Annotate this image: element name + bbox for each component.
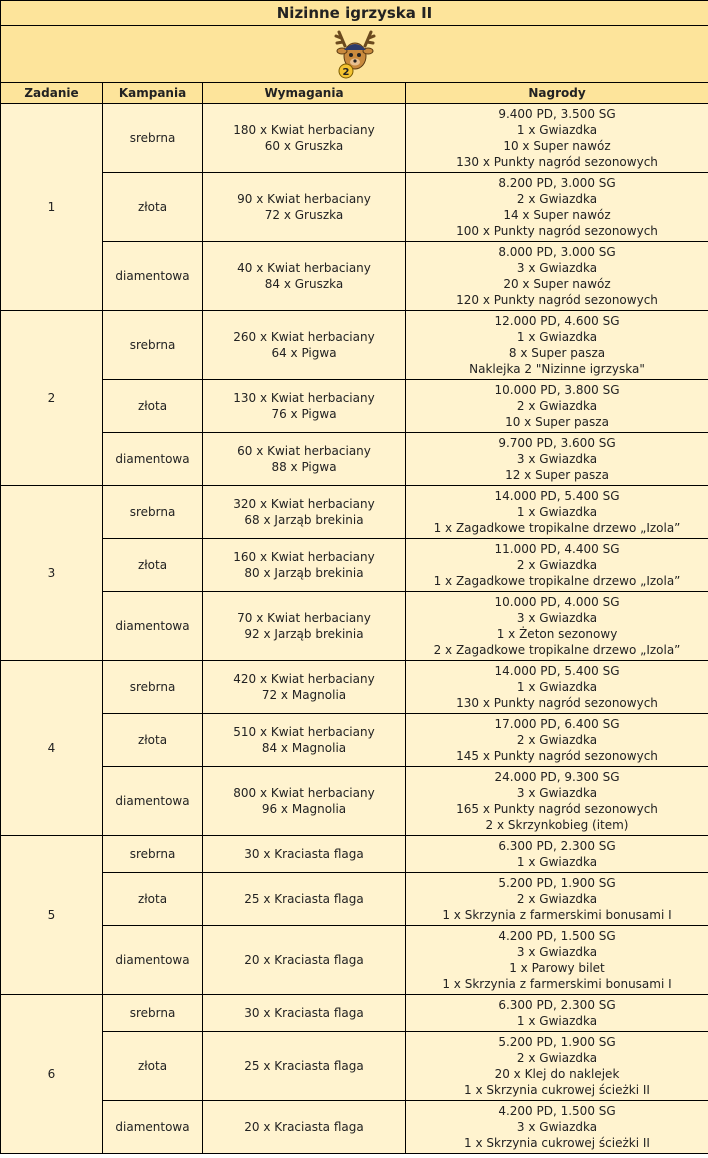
reward-line: 1 x Gwiazdka — [516, 505, 598, 519]
reward-line: 5.200 PD, 1.900 SG — [498, 876, 616, 890]
col-header-requirements: Wymagania — [203, 83, 406, 104]
col-header-task: Zadanie — [1, 83, 103, 104]
reward-line: 3 x Gwiazdka — [516, 786, 598, 800]
reward-line: 2 x Skrzynkobieg (item) — [485, 818, 629, 832]
campaign-cell: złota — [103, 173, 203, 242]
event-logo — [1, 26, 708, 83]
reward-line: 11.000 PD, 4.400 SG — [494, 542, 620, 556]
rewards-cell — [406, 714, 708, 767]
requirement-line: 84 x Magnolia — [261, 741, 347, 755]
rewards-cell — [406, 661, 708, 714]
reward-line: 9.400 PD, 3.500 SG — [498, 107, 616, 121]
requirement-line: 60 x Gruszka — [264, 139, 344, 153]
campaign-cell: srebrna — [103, 486, 203, 539]
requirement-line: 68 x Jarząb brekinia — [244, 513, 364, 527]
reward-line: 10 x Super pasza — [505, 415, 609, 429]
badge-number: 2 — [342, 67, 349, 78]
rewards-cell — [406, 173, 708, 242]
requirements-cell — [203, 1101, 406, 1154]
table-row — [1, 714, 708, 767]
reward-line: 2 x Gwiazdka — [516, 892, 598, 906]
rewards-cell — [406, 873, 708, 926]
task-number: 6 — [1, 995, 103, 1154]
requirements-cell — [203, 661, 406, 714]
reward-line: 1 x Skrzynia z farmerskimi bonusami I — [442, 977, 672, 991]
reward-line: 2 x Gwiazdka — [516, 733, 598, 747]
reward-line: 6.300 PD, 2.300 SG — [498, 839, 616, 853]
task-number: 1 — [1, 104, 103, 311]
campaign-cell: srebrna — [103, 661, 203, 714]
requirements-cell — [203, 592, 406, 661]
col-header-campaign: Kampania — [103, 83, 203, 104]
campaign-cell: diamentowa — [103, 1101, 203, 1154]
campaign-cell: srebrna — [103, 311, 203, 380]
task-number: 4 — [1, 661, 103, 836]
requirement-line: 25 x Kraciasta flaga — [244, 1059, 364, 1073]
reward-line: 3 x Gwiazdka — [516, 1120, 598, 1134]
reward-line: 14 x Super nawóz — [503, 208, 611, 222]
reward-line: 5.200 PD, 1.900 SG — [498, 1035, 616, 1049]
rewards-cell — [406, 767, 708, 836]
reward-line: 10 x Super nawóz — [503, 139, 611, 153]
campaign-cell: złota — [103, 380, 203, 433]
requirements-cell — [203, 836, 406, 873]
table-row — [1, 592, 708, 661]
rewards-cell — [406, 995, 708, 1032]
requirement-line: 40 x Kwiat herbaciany — [237, 261, 371, 275]
requirement-line: 96 x Magnolia — [261, 802, 347, 816]
reward-line: 2 x Zagadkowe tropikalne drzewo „Izola” — [433, 643, 681, 657]
reward-line: 8.200 PD, 3.000 SG — [498, 176, 616, 190]
requirements-cell — [203, 767, 406, 836]
requirement-line: 20 x Kraciasta flaga — [244, 1120, 364, 1134]
task-number: 5 — [1, 836, 103, 995]
reward-line: 3 x Gwiazdka — [516, 945, 598, 959]
rewards-cell — [406, 380, 708, 433]
campaign-cell: diamentowa — [103, 767, 203, 836]
reward-line: 165 x Punkty nagród sezonowych — [456, 802, 658, 816]
requirement-line: 84 x Gruszka — [264, 277, 344, 291]
reward-line: 20 x Klej do naklejek — [494, 1067, 620, 1081]
rewards-cell — [406, 1032, 708, 1101]
table-title: Nizinne igrzyska II — [1, 1, 708, 26]
campaign-cell: złota — [103, 1032, 203, 1101]
requirements-cell — [203, 380, 406, 433]
campaign-cell: srebrna — [103, 836, 203, 873]
reward-line: 14.000 PD, 5.400 SG — [494, 489, 620, 503]
rewards-cell — [406, 592, 708, 661]
requirement-line: 30 x Kraciasta flaga — [244, 847, 364, 861]
requirements-cell — [203, 486, 406, 539]
reward-line: 1 x Zagadkowe tropikalne drzewo „Izola” — [433, 521, 681, 535]
requirements-cell — [203, 104, 406, 173]
reward-line: 1 x Gwiazdka — [516, 330, 598, 344]
table-row — [1, 433, 708, 486]
table-row — [1, 873, 708, 926]
requirements-cell — [203, 539, 406, 592]
table-row — [1, 995, 708, 1032]
reward-line: 6.300 PD, 2.300 SG — [498, 998, 616, 1012]
reward-line: 2 x Gwiazdka — [516, 1051, 598, 1065]
requirement-line: 420 x Kwiat herbaciany — [233, 672, 375, 686]
reward-line: 130 x Punkty nagród sezonowych — [456, 155, 658, 169]
campaign-cell: diamentowa — [103, 433, 203, 486]
rewards-cell — [406, 433, 708, 486]
reward-line: 12 x Super pasza — [505, 468, 609, 482]
campaign-cell: diamentowa — [103, 926, 203, 995]
reward-line: 14.000 PD, 5.400 SG — [494, 664, 620, 678]
deer-mascot-icon — [333, 26, 377, 82]
reward-line: 145 x Punkty nagród sezonowych — [456, 749, 658, 763]
table-row — [1, 486, 708, 539]
reward-line: 1 x Skrzynia z farmerskimi bonusami I — [442, 908, 672, 922]
reward-line: 1 x Gwiazdka — [516, 1014, 598, 1028]
rewards-cell — [406, 242, 708, 311]
reward-line: 1 x Żeton sezonowy — [496, 627, 618, 641]
task-number: 3 — [1, 486, 103, 661]
rewards-cell — [406, 926, 708, 995]
reward-line: Naklejka 2 "Nizinne igrzyska" — [469, 362, 645, 376]
table-row — [1, 104, 708, 173]
reward-line: 100 x Punkty nagród sezonowych — [456, 224, 658, 238]
reward-line: 24.000 PD, 9.300 SG — [494, 770, 620, 784]
reward-line: 1 x Parowy bilet — [509, 961, 605, 975]
reward-line: 1 x Skrzynia cukrowej ścieżki II — [464, 1083, 650, 1097]
requirements-cell — [203, 1032, 406, 1101]
rewards-cell — [406, 104, 708, 173]
rewards-cell — [406, 836, 708, 873]
table-row — [1, 661, 708, 714]
rewards-cell — [406, 311, 708, 380]
requirements-cell — [203, 242, 406, 311]
col-header-rewards: Nagrody — [406, 83, 708, 104]
table-row — [1, 1032, 708, 1101]
requirement-line: 20 x Kraciasta flaga — [244, 953, 364, 967]
requirements-cell — [203, 311, 406, 380]
campaign-cell: srebrna — [103, 104, 203, 173]
reward-line: 2 x Gwiazdka — [516, 399, 598, 413]
reward-line: 8.000 PD, 3.000 SG — [498, 245, 616, 259]
reward-line: 2 x Gwiazdka — [516, 192, 598, 206]
requirements-cell — [203, 926, 406, 995]
rewards-cell — [406, 486, 708, 539]
requirement-line: 60 x Kwiat herbaciany — [237, 444, 371, 458]
table-row — [1, 311, 708, 380]
requirement-line: 25 x Kraciasta flaga — [244, 892, 364, 906]
reward-line: 3 x Gwiazdka — [516, 611, 598, 625]
requirements-cell — [203, 433, 406, 486]
reward-line: 1 x Skrzynia cukrowej ścieżki II — [464, 1136, 650, 1150]
campaign-cell: srebrna — [103, 995, 203, 1032]
table-row — [1, 836, 708, 873]
requirement-line: 160 x Kwiat herbaciany — [233, 550, 375, 564]
requirement-line: 70 x Kwiat herbaciany — [237, 611, 371, 625]
rewards-cell — [406, 1101, 708, 1154]
table-row — [1, 173, 708, 242]
requirements-cell — [203, 873, 406, 926]
reward-line: 10.000 PD, 4.000 SG — [494, 595, 620, 609]
reward-line: 1 x Zagadkowe tropikalne drzewo „Izola” — [433, 574, 681, 588]
reward-line: 9.700 PD, 3.600 SG — [498, 436, 616, 450]
rewards-cell — [406, 539, 708, 592]
table-row — [1, 926, 708, 995]
requirements-cell — [203, 714, 406, 767]
requirements-cell — [203, 995, 406, 1032]
requirement-line: 76 x Pigwa — [271, 407, 337, 421]
campaign-cell: złota — [103, 539, 203, 592]
campaign-cell: diamentowa — [103, 242, 203, 311]
reward-line: 1 x Gwiazdka — [516, 855, 598, 869]
reward-line: 3 x Gwiazdka — [516, 452, 598, 466]
requirement-line: 64 x Pigwa — [271, 346, 337, 360]
requirement-line: 180 x Kwiat herbaciany — [233, 123, 375, 137]
reward-line: 12.000 PD, 4.600 SG — [494, 314, 620, 328]
campaign-cell: diamentowa — [103, 592, 203, 661]
requirement-line: 72 x Gruszka — [264, 208, 344, 222]
campaign-cell: złota — [103, 873, 203, 926]
requirement-line: 510 x Kwiat herbaciany — [233, 725, 375, 739]
reward-line: 10.000 PD, 3.800 SG — [494, 383, 620, 397]
requirement-line: 92 x Jarząb brekinia — [244, 627, 364, 641]
table-row — [1, 242, 708, 311]
reward-line: 17.000 PD, 6.400 SG — [494, 717, 620, 731]
requirement-line: 130 x Kwiat herbaciany — [233, 391, 375, 405]
reward-line: 1 x Gwiazdka — [516, 123, 598, 137]
table-row — [1, 380, 708, 433]
table-row — [1, 767, 708, 836]
reward-line: 4.200 PD, 1.500 SG — [498, 929, 616, 943]
requirement-line: 800 x Kwiat herbaciany — [233, 786, 375, 800]
reward-line: 130 x Punkty nagród sezonowych — [456, 696, 658, 710]
requirement-line: 80 x Jarząb brekinia — [244, 566, 364, 580]
requirement-line: 260 x Kwiat herbaciany — [233, 330, 375, 344]
requirement-line: 88 x Pigwa — [271, 460, 337, 474]
reward-line: 120 x Punkty nagród sezonowych — [456, 293, 658, 307]
requirement-line: 90 x Kwiat herbaciany — [237, 192, 371, 206]
requirement-line: 30 x Kraciasta flaga — [244, 1006, 364, 1020]
requirement-line: 320 x Kwiat herbaciany — [233, 497, 375, 511]
reward-line: 8 x Super pasza — [508, 346, 606, 360]
reward-line: 4.200 PD, 1.500 SG — [498, 1104, 616, 1118]
requirements-cell — [203, 173, 406, 242]
reward-line: 20 x Super nawóz — [503, 277, 611, 291]
table-row — [1, 539, 708, 592]
campaign-cell: złota — [103, 714, 203, 767]
table-row — [1, 1101, 708, 1154]
reward-line: 1 x Gwiazdka — [516, 680, 598, 694]
requirement-line: 72 x Magnolia — [261, 688, 347, 702]
task-number: 2 — [1, 311, 103, 486]
reward-line: 2 x Gwiazdka — [516, 558, 598, 572]
reward-line: 3 x Gwiazdka — [516, 261, 598, 275]
